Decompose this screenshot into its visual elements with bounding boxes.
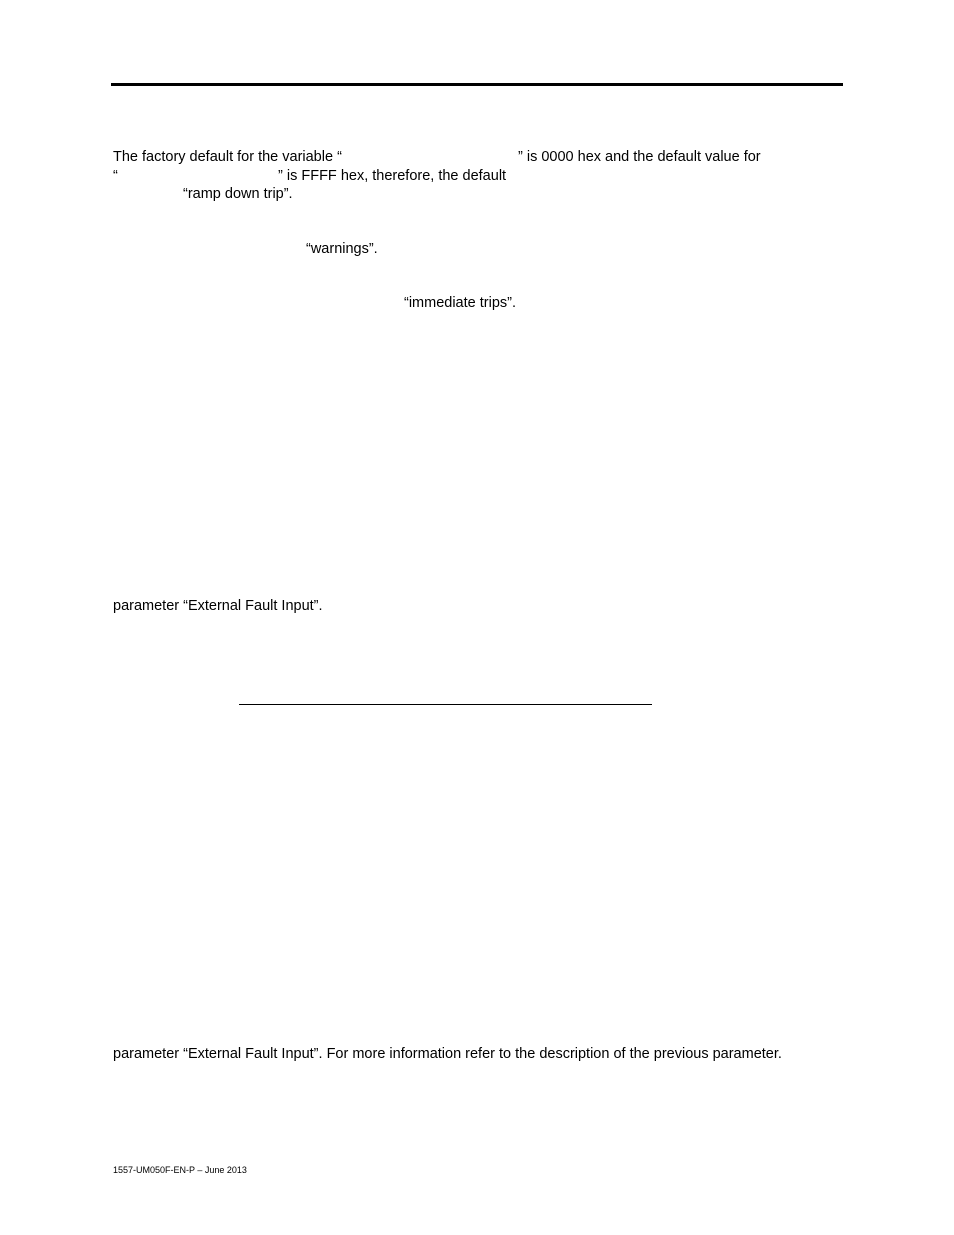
body-text-line-2a: “ (113, 168, 118, 184)
body-text-line-1b: ” is 0000 hex and the default value for (518, 149, 761, 165)
body-text-immediate-trips: “immediate trips”. (404, 295, 516, 311)
section-rule (239, 704, 652, 705)
body-text-warnings: “warnings”. (306, 241, 378, 257)
body-text-line-2b: ” is FFFF hex, therefore, the default (278, 168, 507, 184)
body-text-external-fault-1: parameter “External Fault Input”. (113, 598, 323, 614)
body-text-ramp-down-trip: “ramp down trip”. (183, 186, 293, 202)
body-text-line-1a: The factory default for the variable “ (113, 149, 342, 165)
footer-doc-id: 1557-UM050F-EN-P – June 2013 (113, 1165, 247, 1175)
body-text-external-fault-2: parameter “External Fault Input”. For more information refer to the description of the previous parameter. (113, 1046, 782, 1062)
header-rule (111, 83, 843, 86)
